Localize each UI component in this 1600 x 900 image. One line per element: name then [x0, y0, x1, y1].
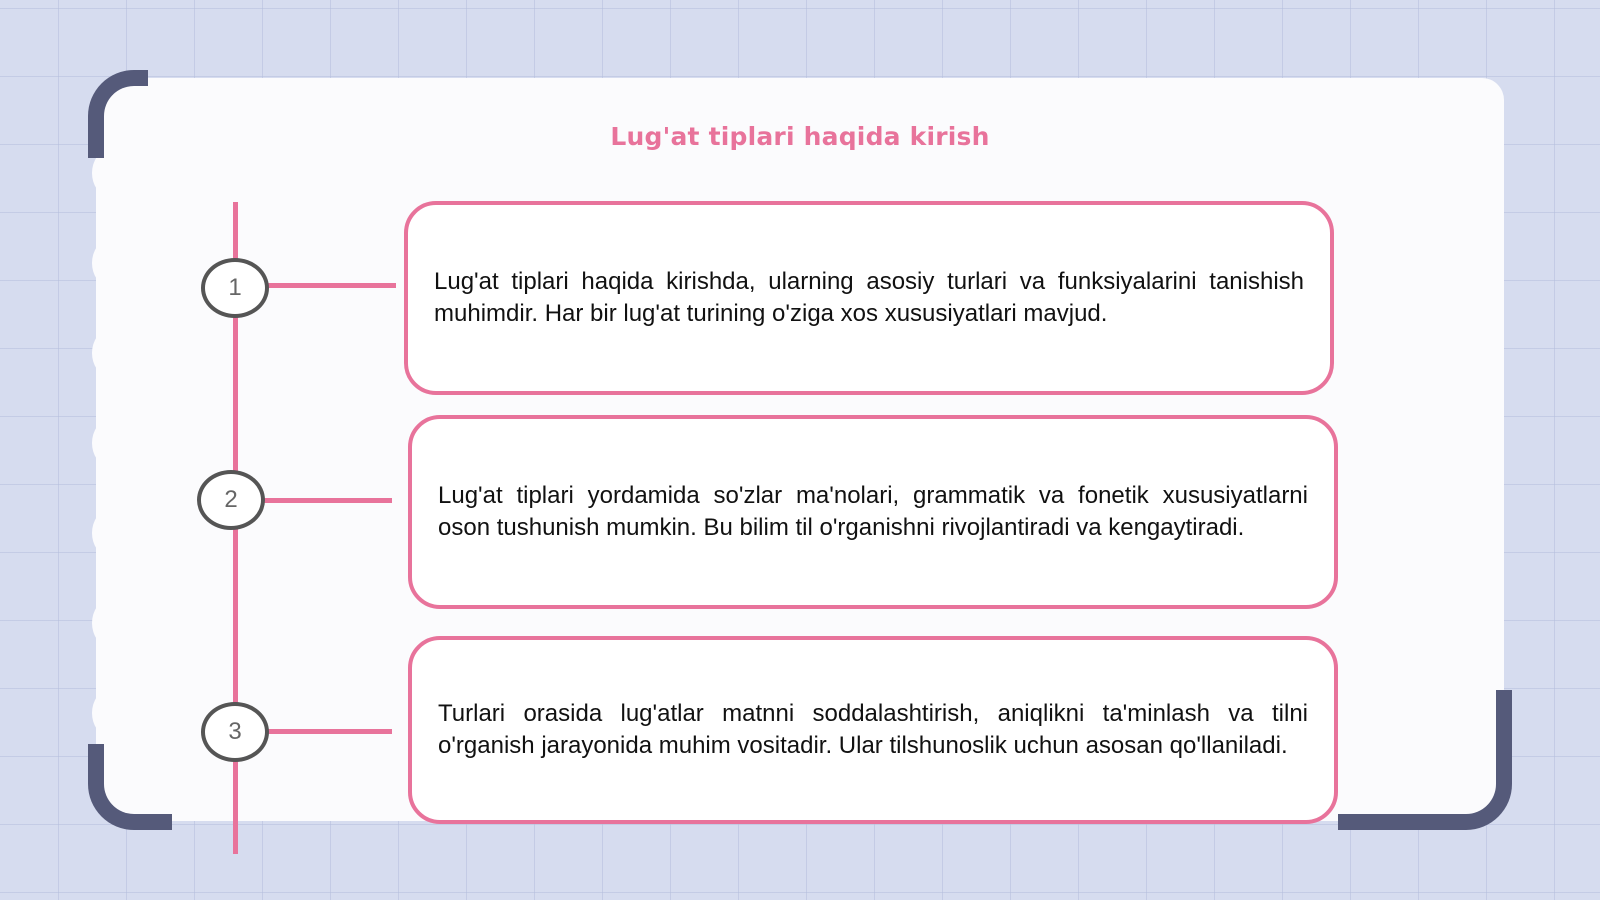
- frame-corner-top-left: [88, 70, 148, 158]
- step-number-circle: [201, 258, 269, 318]
- step-text: Turlari orasida lug'atlar matnni soddalashtirish, aniqlikni ta'minlash va tilni o'rganish jarayonida muhim vositadir. Ular tilshunoslik uchun asosan qo'llaniladi.: [438, 700, 1308, 759]
- step-text: Lug'at tiplari yordamida so'zlar ma'nolari, grammatik va fonetik xususiyatlarni oson tushunish mumkin. Bu bilim til o'rganishni rivojlantiradi va kengaytiradi.: [438, 482, 1308, 541]
- frame-corner-bottom-left: [88, 744, 172, 830]
- notebook-tab: [92, 690, 126, 736]
- timeline-connector: [266, 283, 396, 288]
- step-box: [408, 636, 1338, 824]
- notebook-tab: [92, 600, 126, 646]
- step-number: 1: [228, 274, 242, 301]
- step-number-circle: [197, 470, 265, 530]
- notebook-tab: [92, 420, 126, 466]
- step-number-circle: [201, 702, 269, 762]
- frame-corner-bottom-right: [1338, 690, 1512, 830]
- timeline-connector: [266, 729, 392, 734]
- step-text: Lug'at tiplari haqida kirishda, ularning asosiy turlari va funksiyalarini tanishish muhimdir. Har bir lug'at turining o'ziga xos xususiyatlari mavjud.: [434, 268, 1304, 327]
- notebook-tab: [92, 240, 126, 286]
- step-box: [408, 415, 1338, 609]
- step-box: [404, 201, 1334, 395]
- slide-title: Lug'at tiplari haqida kirish: [610, 122, 990, 151]
- step-number: 3: [228, 718, 242, 745]
- timeline-connector: [262, 498, 392, 503]
- step-number: 2: [224, 486, 238, 513]
- notebook-tab: [92, 330, 126, 376]
- notebook-tab: [92, 510, 126, 556]
